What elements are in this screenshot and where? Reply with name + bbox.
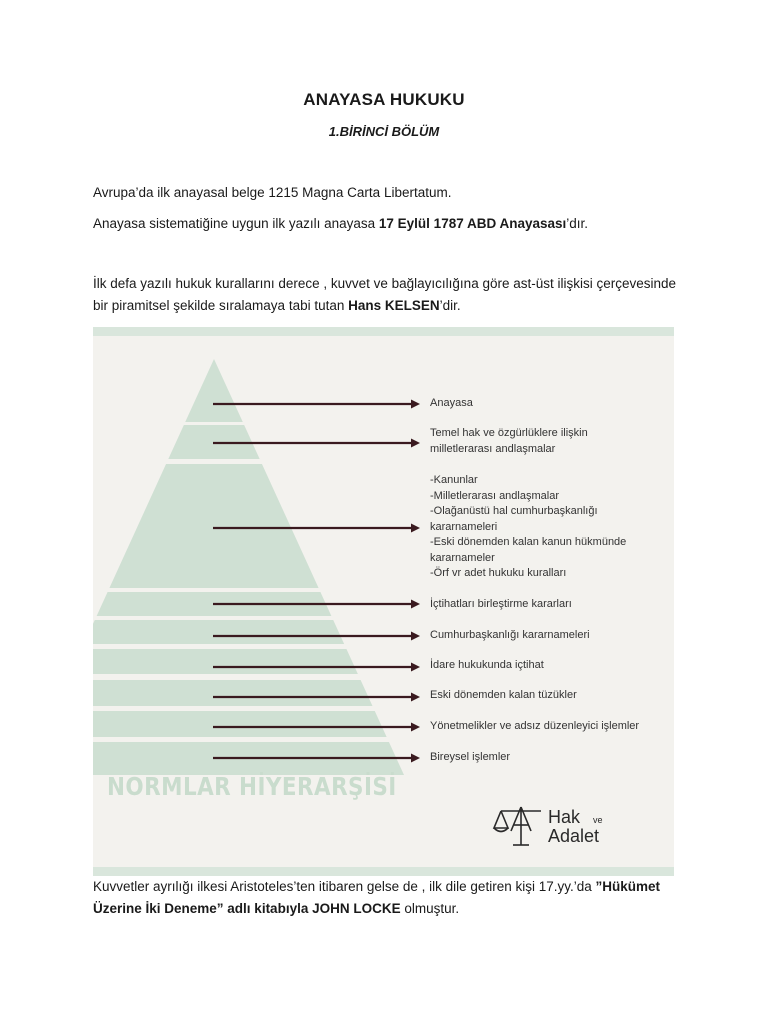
paragraph-text: ’dir. (439, 298, 461, 313)
paragraph-abd-anayasasi (93, 213, 683, 235)
paragraph-text: olmuştur. (400, 901, 460, 916)
scales-icon (491, 801, 547, 851)
pyramid-tier (185, 359, 243, 422)
arrowhead (411, 439, 420, 448)
paragraph-kelsen (93, 273, 683, 317)
arrowhead (411, 663, 420, 672)
hierarchy-level-label: İdare hukukunda içtihat (430, 659, 544, 671)
paragraph-magna-carta (93, 182, 683, 204)
hierarchy-level-label: Eski dönemden kalan tüzükler (430, 689, 577, 701)
logo-ve-text: ve (593, 815, 603, 825)
document-title: ANAYASA HUKUKU (303, 90, 465, 109)
pyramid-tier (109, 464, 318, 588)
pyramid-tier (93, 711, 387, 737)
pyramid-tiers (93, 359, 404, 775)
paragraph-text: ’dır. (566, 216, 589, 231)
bold-text: Hans KELSEN (348, 298, 440, 313)
normlar-hiyerarsisi-figure (93, 327, 674, 876)
paragraph-text: Avrupa’da ilk anayasal belge 1215 Magna Carta Libertatum. (93, 185, 452, 200)
hierarchy-level-label: Cumhurbaşkanlığı kararnameleri (430, 629, 590, 641)
section-heading: 1.BİRİNCİ BÖLÜM (328, 124, 440, 139)
pyramid-tier (93, 680, 372, 706)
bold-text: ”Hükümet Üzerine İki Deneme” adlı kitabıyla JOHN LOCKE (93, 879, 661, 916)
arrowhead (411, 524, 420, 533)
pyramid-tier (93, 649, 358, 674)
watermark-title: NORMLAR HİYERARŞİSİ (107, 772, 397, 801)
paragraph-text: Anayasa sistematiğine uygun ilk yazılı anayasa (93, 216, 379, 231)
arrowhead (411, 693, 420, 702)
hierarchy-level-label: Anayasa (430, 397, 473, 409)
paragraph-john-locke (93, 876, 683, 920)
arrowhead (411, 723, 420, 732)
arrowhead (411, 632, 420, 641)
hierarchy-level-label: Yönetmelikler ve adsız düzenleyici işlemler (430, 720, 640, 732)
logo-adalet-text: Adalet (548, 826, 600, 846)
arrowhead (411, 600, 420, 609)
logo-hak-text: Hak (548, 807, 581, 827)
paragraph-text: Kuvvetler ayrılığı ilkesi Aristoteles’ten itibaren gelse de , ilk dile getiren kişi 17.yy.’da (93, 879, 596, 894)
hierarchy-level-label: Temel hak ve özgürlüklere ilişkin milletlerarası andlaşmalar (430, 427, 588, 455)
hierarchy-level-label: İçtihatları birleştirme kararları (430, 598, 572, 610)
paragraph-text: İlk defa yazılı hukuk kurallarını derece , kuvvet ve bağlayıcılığına göre ast-üst ilişkisi çerçevesinde bir piramitsel şekilde sıralamaya tabi tutan (93, 276, 677, 313)
bold-text: 17 Eylül 1787 ABD Anayasası (378, 216, 567, 231)
hak-adalet-logo (491, 801, 621, 851)
hierarchy-level-label: Bireysel işlemler (430, 751, 511, 763)
arrowhead (411, 754, 420, 763)
hierarchy-level-label: -Kanunlar -Milletlerarası andlaşmalar -Olağanüstü hal cumhurbaşkanlığı kararnameleri -Eski dönemden kalan kanun hükmünde kararnameler -Örf vr adet hukuku kuralları (430, 474, 627, 579)
pyramid-tier (93, 620, 344, 644)
arrowhead (411, 400, 420, 409)
